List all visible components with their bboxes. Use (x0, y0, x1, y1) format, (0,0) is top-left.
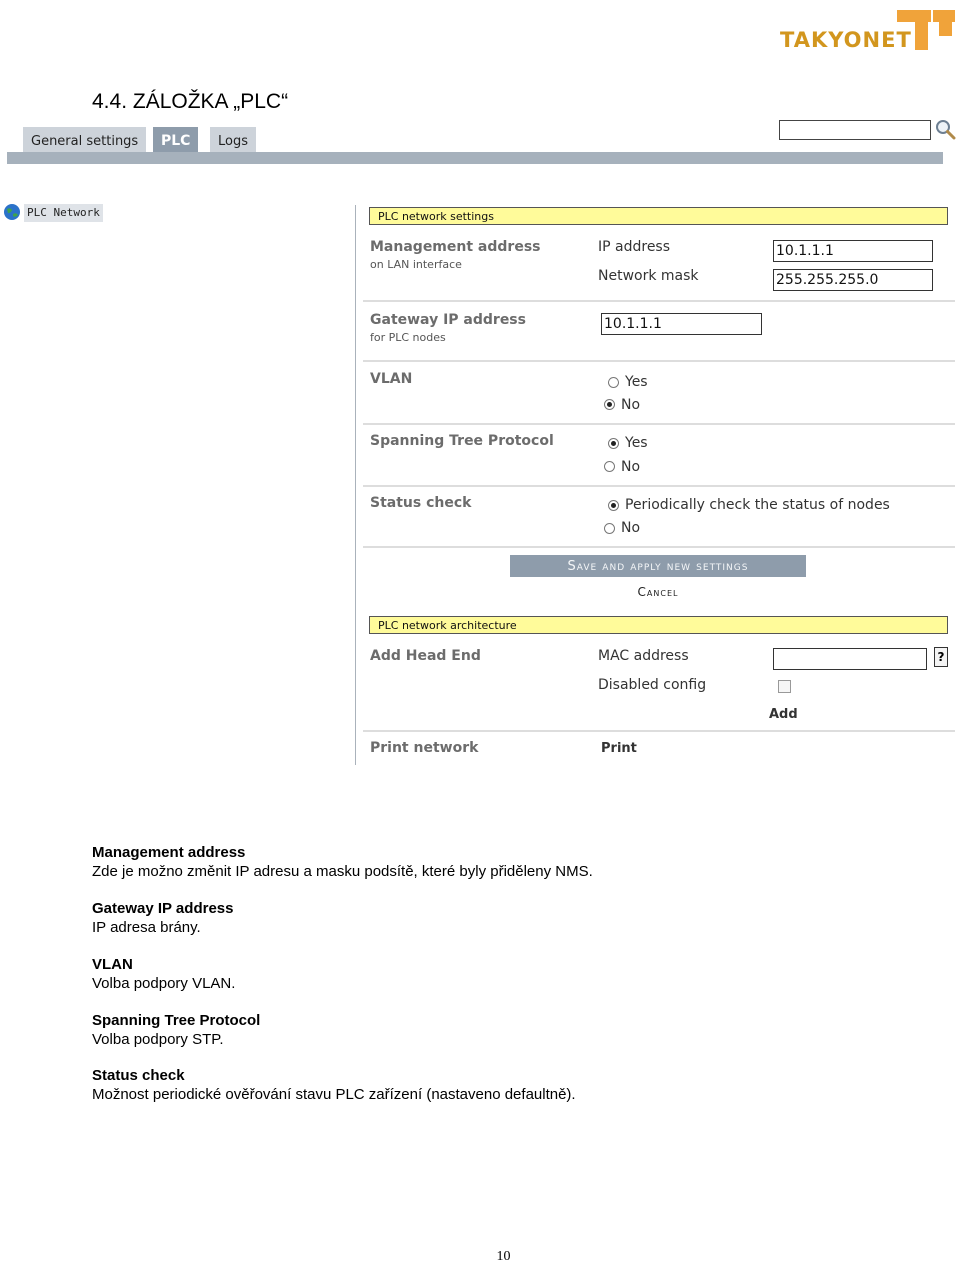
sidebar-item-plc-network[interactable]: PLC Network (24, 204, 103, 222)
add-button[interactable]: Add (769, 707, 798, 722)
stp-label: Spanning Tree Protocol (370, 433, 554, 449)
tab-logs[interactable]: Logs (210, 127, 256, 152)
mask-label: Network mask (598, 268, 699, 284)
vlan-yes-radio[interactable] (608, 377, 619, 388)
status-no-radio[interactable] (604, 523, 615, 534)
row-divider (363, 300, 955, 302)
page-number: 10 (496, 1249, 511, 1264)
architecture-header: PLC network architecture (369, 616, 948, 634)
vlan-no-radio[interactable] (604, 399, 615, 410)
help-button[interactable]: ? (934, 647, 948, 667)
save-button[interactable]: Save and apply new settings (510, 555, 806, 577)
logo-icon (895, 10, 955, 50)
desc-text: Volba podpory VLAN. (92, 975, 236, 992)
row-divider (363, 730, 955, 732)
status-no-label: No (621, 520, 641, 536)
desc-text: Možnost periodické ověřování stavu PLC zařízení (nastaveno defaultně). (92, 1086, 576, 1103)
cancel-button[interactable]: Cancel (637, 585, 679, 599)
mask-input[interactable]: 255.255.255.0 (773, 269, 933, 291)
desc-title: Management address (92, 844, 246, 861)
row-divider (363, 485, 955, 487)
status-periodic-label: Periodically check the status of nodes (625, 497, 890, 513)
add-head-end-label: Add Head End (370, 648, 481, 664)
print-network-label: Print network (370, 740, 479, 756)
settings-header: PLC network settings (369, 207, 948, 225)
tab-plc[interactable]: PLC (153, 127, 198, 152)
row-divider (363, 423, 955, 425)
gateway-input[interactable]: 10.1.1.1 (601, 313, 762, 335)
desc-title: Status check (92, 1067, 185, 1084)
management-sub: on LAN interface (370, 258, 462, 271)
stp-yes-radio[interactable] (608, 438, 619, 449)
vlan-no-label: No (621, 397, 641, 413)
stp-no-label: No (621, 459, 641, 475)
stp-no-radio[interactable] (604, 461, 615, 472)
management-label: Management address (370, 239, 541, 255)
desc-text: IP adresa brány. (92, 919, 201, 936)
tab-bar (7, 152, 943, 164)
vlan-yes-label: Yes (625, 374, 648, 390)
page-title: 4.4. ZÁLOŽKA „PLC“ (92, 90, 289, 113)
ip-input[interactable]: 10.1.1.1 (773, 240, 933, 262)
gateway-sub: for PLC nodes (370, 331, 446, 344)
stp-yes-label: Yes (625, 435, 648, 451)
disabled-config-label: Disabled config (598, 677, 707, 693)
row-divider (363, 360, 955, 362)
globe-icon (3, 203, 21, 221)
status-periodic-radio[interactable] (608, 500, 619, 511)
print-button[interactable]: Print (601, 741, 637, 756)
ip-label: IP address (598, 239, 671, 255)
desc-title: VLAN (92, 956, 133, 973)
mac-input[interactable] (773, 648, 927, 670)
mac-label: MAC address (598, 648, 689, 664)
disabled-config-checkbox[interactable] (778, 680, 791, 693)
desc-text: Zde je možno změnit IP adresu a masku podsítě, které byly přiděleny NMS. (92, 863, 593, 880)
search-icon[interactable] (934, 118, 956, 140)
status-label: Status check (370, 495, 472, 511)
logo-text: TAKYONET (780, 28, 912, 52)
desc-text: Volba podpory STP. (92, 1031, 224, 1048)
desc-title: Spanning Tree Protocol (92, 1012, 261, 1029)
row-divider (363, 546, 955, 548)
search-input[interactable] (779, 120, 931, 140)
tab-general-settings[interactable]: General settings (23, 127, 146, 152)
divider (355, 205, 356, 765)
vlan-label: VLAN (370, 371, 413, 387)
desc-title: Gateway IP address (92, 900, 234, 917)
gateway-label: Gateway IP address (370, 312, 526, 328)
